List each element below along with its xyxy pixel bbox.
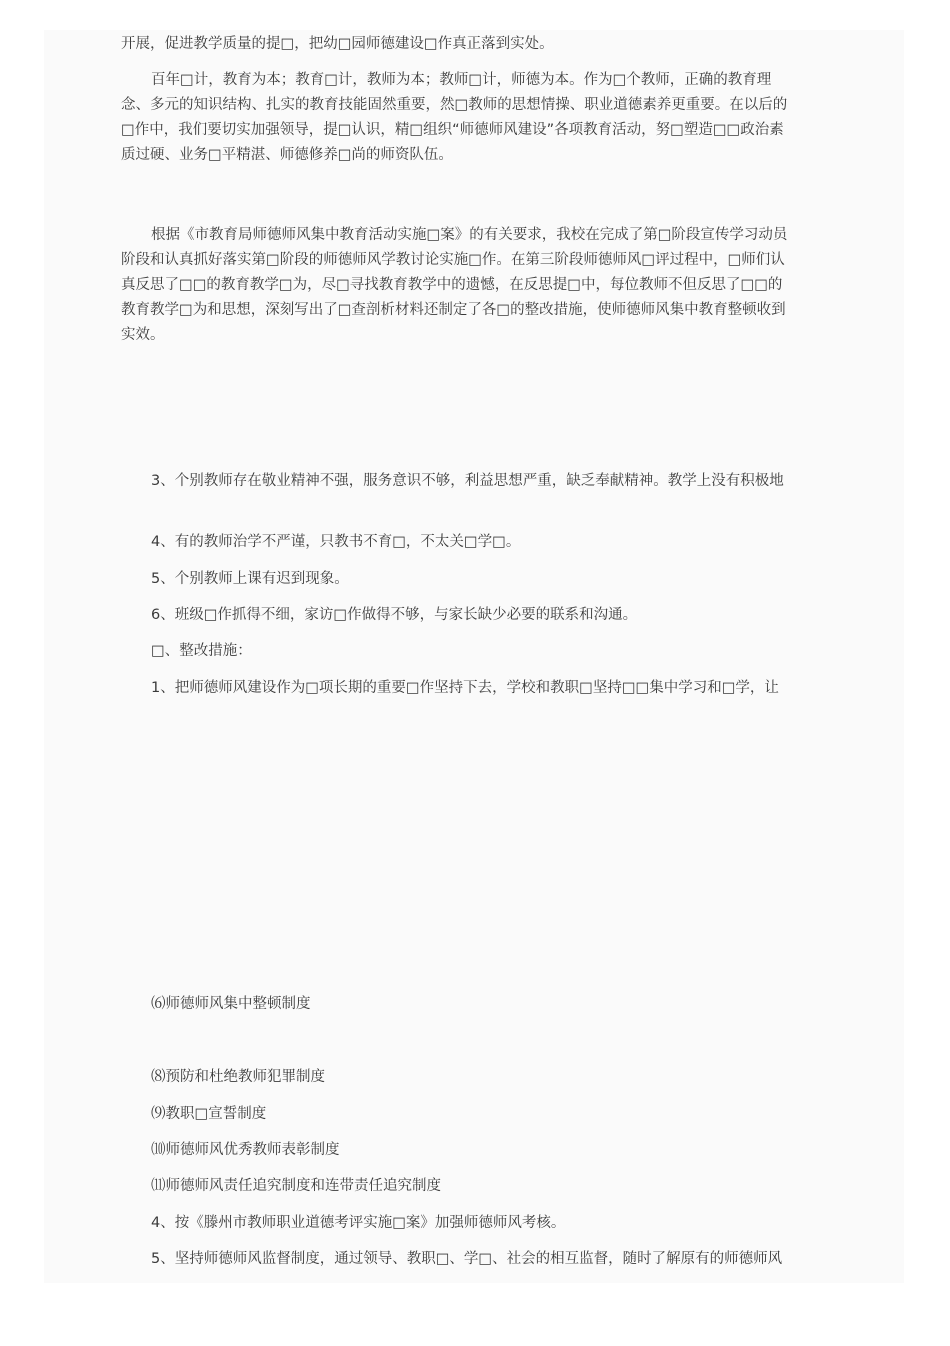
problem-item-4: 4、有的教师治学不严谨，只教书不育□，不太关□学□。 — [151, 534, 521, 550]
problem-item-6: 6、班级□作抓得不细，家访□作做得不够，与家长缺少必要的联系和沟通。 — [151, 607, 638, 623]
paragraph-line: □作中，我们要切实加强领导，提□认识，精□组织“师德师风建设”各项教育活动，努□塑造□□政治素 — [121, 122, 784, 138]
paragraph-line: 质过硬、业务□平精湛、师德修养□尚的师资队伍。 — [121, 147, 453, 163]
measure-item-4: 4、按《滕州市教师职业道德考评实施□案》加强师德师风考核。 — [151, 1215, 566, 1231]
regulation-item-10: ⑽师德师风优秀教师表彰制度 — [151, 1142, 340, 1158]
paragraph-line: 念、多元的知识结构、扎实的教育技能固然重要，然□教师的思想情操、职业道德素养更重要。在以后的 — [121, 97, 788, 113]
paragraph-line: 阶段和认真抓好落实第□阶段的师德师风学教讨论实施□作。在第三阶段师德师风□评过程中，□师们认 — [121, 252, 785, 268]
paragraph-line: 开展，促进教学质量的提□，把幼□园师德建设□作真正落到实处。 — [121, 36, 554, 52]
paragraph-line: 真反思了□□的教育教学□为，尽□寻找教育教学中的遗憾，在反思提□中，每位教师不但反思了□□的 — [121, 277, 783, 293]
section-heading: □、整改措施： — [151, 643, 252, 659]
regulation-item-11: ⑾师德师风责任追究制度和连带责任追究制度 — [151, 1178, 441, 1194]
measure-item-5: 5、坚持师德师风监督制度，通过领导、教职□、学□、社会的相互监督，随时了解原有的师德师风 — [151, 1251, 783, 1267]
regulation-item-9: ⑼教职□宣誓制度 — [151, 1106, 267, 1122]
problem-item-3: 3、个别教师存在敬业精神不强，服务意识不够，利益思想严重，缺乏奉献精神。教学上没有积极地 — [151, 473, 784, 489]
regulation-item-6: ⑹师德师风集中整顿制度 — [151, 996, 311, 1012]
paragraph-line: 教育教学□为和思想，深刻写出了□查剖析材料还制定了各□的整改措施，使师德师风集中教育整顿收到 — [121, 302, 786, 318]
regulation-item-8: ⑻预防和杜绝教师犯罪制度 — [151, 1069, 325, 1085]
paragraph-line: 根据《市教育局师德师风集中教育活动实施□案》的有关要求，我校在完成了第□阶段宣传学习动员 — [151, 227, 788, 243]
problem-item-5: 5、个别教师上课有迟到现象。 — [151, 571, 349, 587]
paragraph-line: 实效。 — [121, 327, 165, 343]
measure-item-1: 1、把师德师风建设作为□项长期的重要□作坚持下去，学校和教职□坚持□□集中学习和□学，让 — [151, 680, 779, 696]
paragraph-line: 百年□计，教育为本；教育□计，教师为本；教师□计，师德为本。作为□个教师，正确的教育理 — [151, 72, 772, 88]
